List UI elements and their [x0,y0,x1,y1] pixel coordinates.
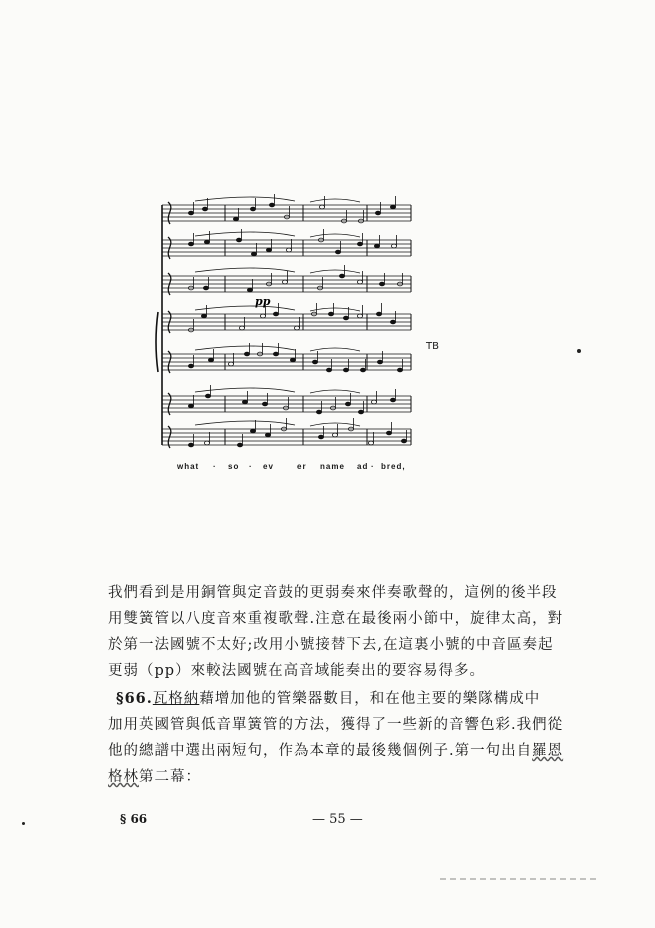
note [391,244,396,248]
dynamic-marking: pp [255,295,271,308]
work-title: 格林 [108,769,139,785]
note [290,358,295,362]
note [242,400,247,404]
text-line: 我們看到是用銅管與定音鼓的更弱奏來伴奏歌聲的，這例的後半段 [108,585,558,601]
margin-mark: TB [426,341,439,352]
slur [310,390,360,393]
note [201,314,206,318]
note [188,242,193,246]
lyric-syllable: ad [357,462,369,471]
lyric-syllable: bred, [381,462,406,471]
lyric-syllable: ev [263,462,274,471]
lyric-syllable: name [320,462,345,471]
slur [310,423,360,426]
note [357,314,362,318]
note [401,439,406,443]
note [251,252,256,256]
note [188,211,193,215]
music-score [155,188,430,480]
note [390,205,395,209]
paragraph-1 [108,580,564,684]
page-number: — 55 — [312,812,363,827]
note [371,400,376,404]
note [357,242,362,246]
note [250,429,255,433]
slur [310,270,360,273]
speck [22,822,25,825]
note [228,362,233,366]
note [316,410,321,414]
note [390,398,395,402]
text-fragment: 他的總譜中選出兩短句，作為本章的最後幾個例子.第一句出自 [108,743,533,759]
note [260,314,265,318]
note [239,326,244,330]
text-fragment: 第二幕： [139,769,201,785]
note [358,410,363,414]
note [332,433,337,437]
lyric-syllable: · [213,462,217,471]
note [204,240,209,244]
text-line [108,686,548,712]
text-line: 加用英國管與低音單簧管的方法，獲得了一些新的音響色彩.我們從 [108,717,564,733]
text-line [108,738,564,764]
note [188,404,193,408]
scan-artifact [440,878,600,880]
lyric-syllable: so [228,462,240,471]
note [250,207,255,211]
note [374,244,379,248]
slur [310,234,360,237]
note [262,402,267,406]
note [233,217,238,221]
note [375,211,380,215]
text-line: 於第一法國號不太好;改用小號接替下去,在這裏小號的中音區奏起 [108,637,554,653]
note [343,316,348,320]
note [266,248,271,252]
note [343,368,348,372]
note [377,360,382,364]
note [286,248,291,252]
note [397,368,402,372]
slur [310,308,360,311]
note [237,443,242,447]
note [205,394,210,398]
section-number: §66. [116,690,153,707]
text-line [108,764,548,790]
slur [195,268,295,272]
note [312,360,317,364]
note [319,205,324,209]
brace [156,312,158,372]
note [376,312,381,316]
note [390,320,395,324]
text-fragment: 藉增加他的管樂器數目，和在他主要的樂隊構成中 [199,691,541,707]
score-notes [188,194,406,447]
note [247,288,252,292]
slur [310,199,360,202]
note [294,326,299,330]
note [236,238,241,242]
slur [195,346,295,350]
score-staves [156,202,411,448]
note [339,274,344,278]
lyric-syllable: · [249,462,253,471]
note [360,368,365,372]
paragraph-2 [108,686,564,790]
note [202,207,207,211]
lyric-syllable: what [177,462,200,471]
note [265,433,270,437]
slur [195,421,295,425]
text-line: 用雙簧管以八度音來重複歌聲.注意在最後兩小節中，旋律太高，對 [108,611,564,627]
note [386,431,391,435]
note [328,312,333,316]
note [318,435,323,439]
slur [310,348,360,351]
note [188,443,193,447]
note [203,286,208,290]
slur [195,197,295,201]
note [335,250,340,254]
slur [195,306,295,310]
lyric-syllable: er [297,462,307,471]
note [273,352,278,356]
note [345,402,350,406]
note [368,441,373,445]
note [188,364,193,368]
note [282,280,287,284]
note [204,441,209,445]
composer-name: 瓦格納 [152,691,200,707]
note [273,312,278,316]
lyric-syllable: · [371,462,375,471]
note [379,282,384,286]
text-line: 更弱（pp）來較法國號在高音域能奏出的要容易得多。 [108,663,486,679]
speck [577,349,581,353]
note [326,368,331,372]
slur [195,232,295,236]
work-title: 羅恩 [532,743,564,759]
note [208,358,213,362]
footer-section-ref: § 66 [120,812,148,826]
note [244,352,249,356]
note [269,203,274,207]
note [357,280,362,284]
